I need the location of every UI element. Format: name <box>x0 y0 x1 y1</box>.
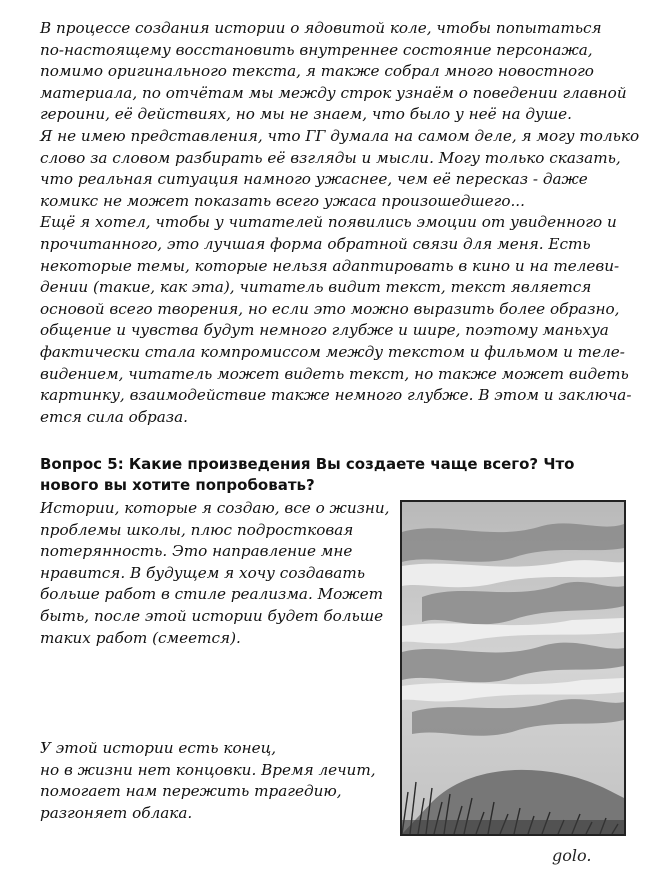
answer-line: проблемы школы, плюс подростковая <box>40 520 354 539</box>
intro-line: картинку, взаимодействие также немного глубже. В этом и заключа- <box>40 386 632 405</box>
answer-line: потерянность. Это направление мне <box>40 542 353 561</box>
artist-signature: golo. <box>552 846 592 865</box>
intro-line: прочитанного, это лучшая форма обратной связи для меня. Есть <box>40 234 591 253</box>
question-line: нового вы хотите попробовать? <box>40 476 315 494</box>
intro-line: героини, её действиях, но мы не знаем, что было у неё на душе. <box>40 105 572 124</box>
closing-line: У этой истории есть конец, <box>40 739 277 757</box>
intro-line: Ещё я хотел, чтобы у читателей появились эмоции от увиденного и <box>40 213 617 232</box>
intro-line: слово за словом разбирать её взгляды и мысли. Могу только сказать, <box>40 148 621 167</box>
closing-paragraph <box>40 738 390 824</box>
intro-line: по-настоящему восстановить внутреннее состояние персонажа, <box>40 40 593 59</box>
intro-line: дении (такие, как эта), читатель видит текст, текст является <box>40 278 592 297</box>
intro-paragraph <box>40 18 640 428</box>
intro-line: основой всего творения, но если это можно выразить более образно, <box>40 299 620 318</box>
intro-line: ется сила образа. <box>40 407 188 426</box>
intro-line: общение и чувства будут немного глубже и шире, поэтому маньхуа <box>40 321 609 340</box>
answer-line: таких работ (смеется). <box>40 628 241 647</box>
answer-line: быть, после этой истории будет больше <box>40 606 384 625</box>
intro-line: некоторые темы, которые нельзя адаптировать в кино и на телеви- <box>40 256 620 275</box>
sky-illustration-panel <box>400 500 626 836</box>
closing-line: но в жизни нет концовки. Время лечит, <box>40 760 376 779</box>
intro-line: комикс не может показать всего ужаса произошедшего... <box>40 191 525 210</box>
answer-line: Истории, которые я создаю, все о жизни, <box>40 499 390 517</box>
intro-line: что реальная ситуация намного ужаснее, чем её пересказ - даже <box>40 170 588 189</box>
intro-line: В процессе создания истории о ядовитой коле, чтобы попытаться <box>40 19 602 37</box>
intro-line: видением, читатель может видеть текст, но также может видеть <box>40 364 629 383</box>
intro-line: фактически стала компромиссом между текстом и фильмом и теле- <box>40 342 625 361</box>
answer-paragraph <box>40 498 390 649</box>
intro-line: Я не имею представления, что ГГ думала на самом деле, я могу только <box>40 126 640 145</box>
answer-line: больше работ в стиле реализма. Может <box>40 585 383 604</box>
intro-line: помимо оригинального текста, я также собрал много новостного <box>40 62 594 81</box>
sky-illustration <box>402 502 624 834</box>
closing-line: разгоняет облака. <box>40 803 193 822</box>
question-heading <box>40 454 630 496</box>
question-line: Вопрос 5: Какие произведения Вы создаете чаще всего? Что <box>40 455 575 473</box>
intro-line: материала, по отчётам мы между строк узнаём о поведении главной <box>40 83 627 102</box>
closing-line: помогает нам пережить трагедию, <box>40 782 342 801</box>
answer-line: нравится. В будущем я хочу создавать <box>40 563 365 582</box>
